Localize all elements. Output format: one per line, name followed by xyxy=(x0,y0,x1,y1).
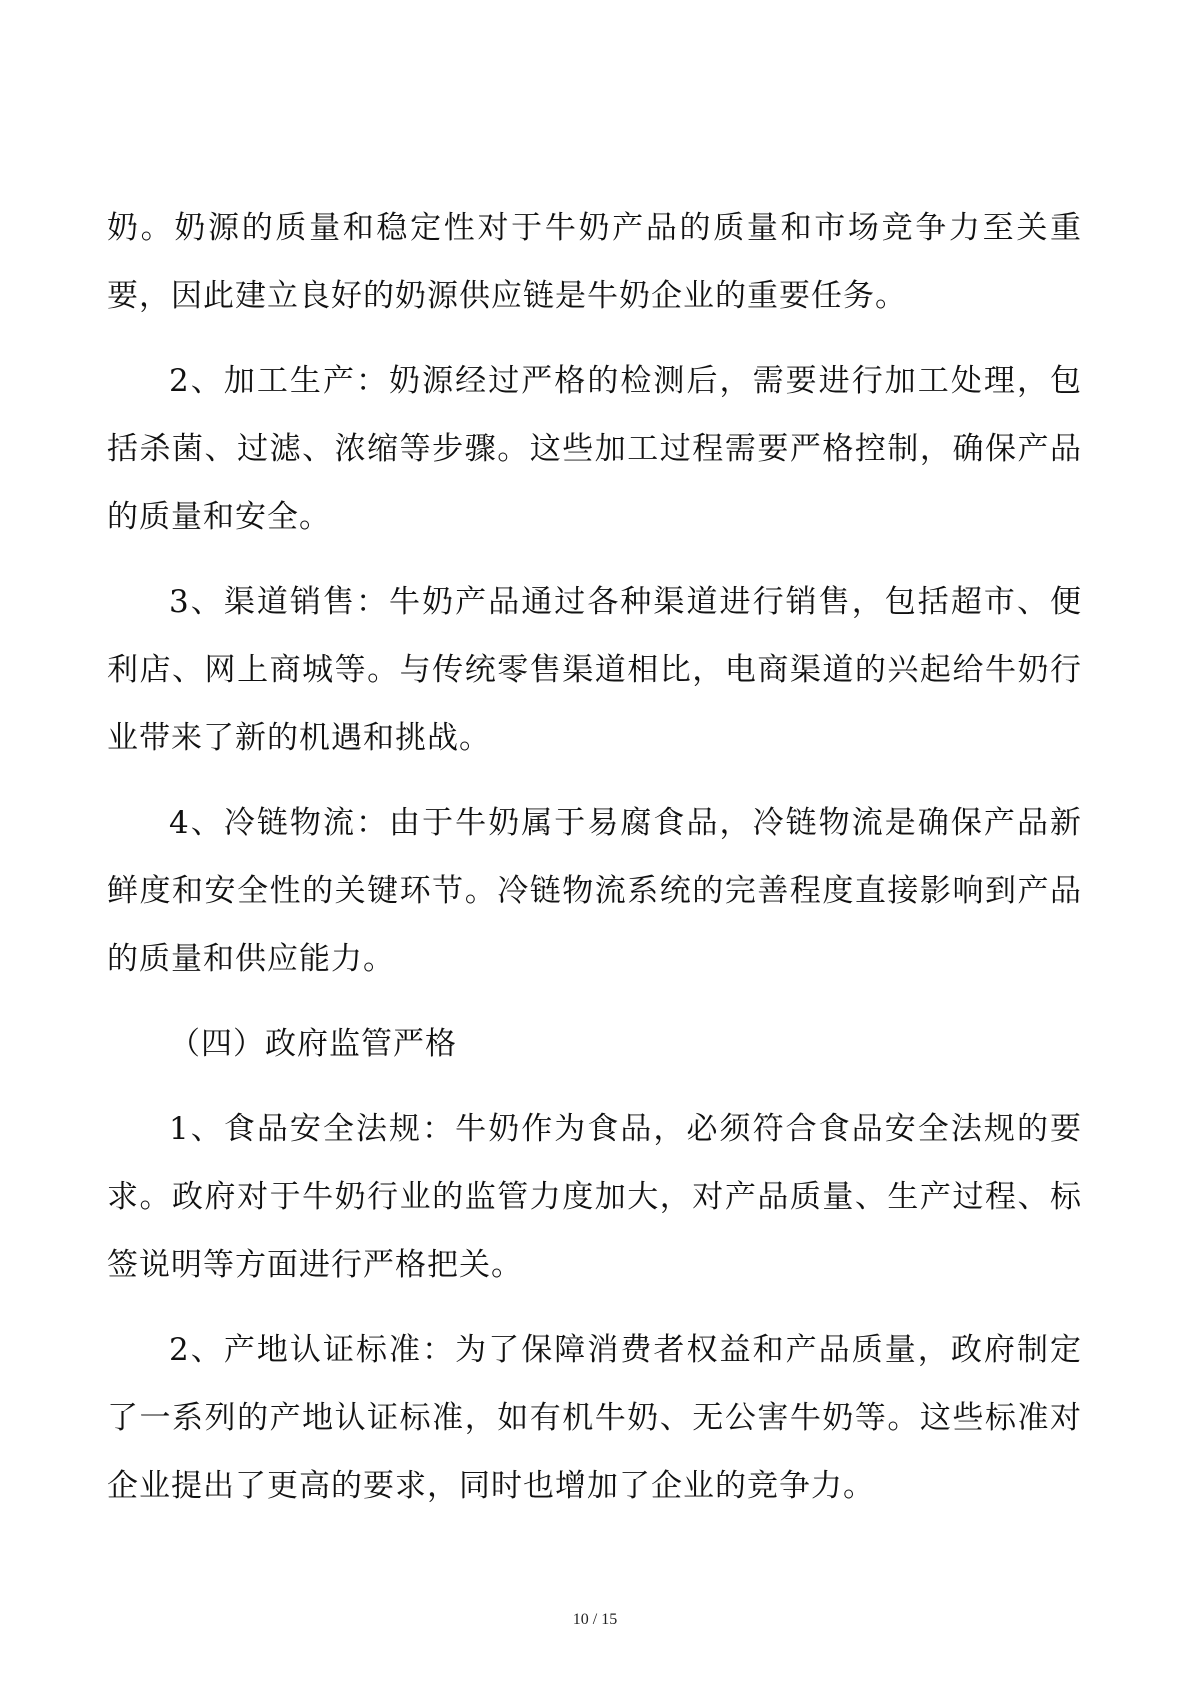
paragraph-channel-sales: 3、渠道销售：牛奶产品通过各种渠道进行销售，包括超市、便利店、网上商城等。与传统零售渠道相比，电商渠道的兴起给牛奶行业带来了新的机遇和挑战。 xyxy=(107,584,1082,756)
paragraph-cold-chain: 4、冷链物流：由于牛奶属于易腐食品，冷链物流是确保产品新鲜度和安全性的关键环节。冷链物流系统的完善程度直接影响到产品的质量和供应能力。 xyxy=(107,805,1082,977)
paragraph-continuation: 奶。奶源的质量和稳定性对于牛奶产品的质量和市场竞争力至关重要，因此建立良好的奶源供应链是牛奶企业的重要任务。 xyxy=(107,210,1082,314)
section-heading: （四）政府监管严格 xyxy=(169,1026,457,1062)
paragraph-processing: 2、加工生产：奶源经过严格的检测后，需要进行加工处理，包括杀菌、过滤、浓缩等步骤。这些加工过程需要严格控制，确保产品的质量和安全。 xyxy=(107,363,1082,535)
document-body xyxy=(107,194,1082,1537)
paragraph-food-safety: 1、食品安全法规：牛奶作为食品，必须符合食品安全法规的要求。政府对于牛奶行业的监管力度加大，对产品质量、生产过程、标签说明等方面进行严格把关。 xyxy=(107,1111,1082,1283)
page-number: 10 / 15 xyxy=(572,1611,618,1628)
paragraph-origin-certification: 2、产地认证标准：为了保障消费者权益和产品质量，政府制定了一系列的产地认证标准，如有机牛奶、无公害牛奶等。这些标准对企业提出了更高的要求，同时也增加了企业的竞争力。 xyxy=(107,1332,1082,1504)
